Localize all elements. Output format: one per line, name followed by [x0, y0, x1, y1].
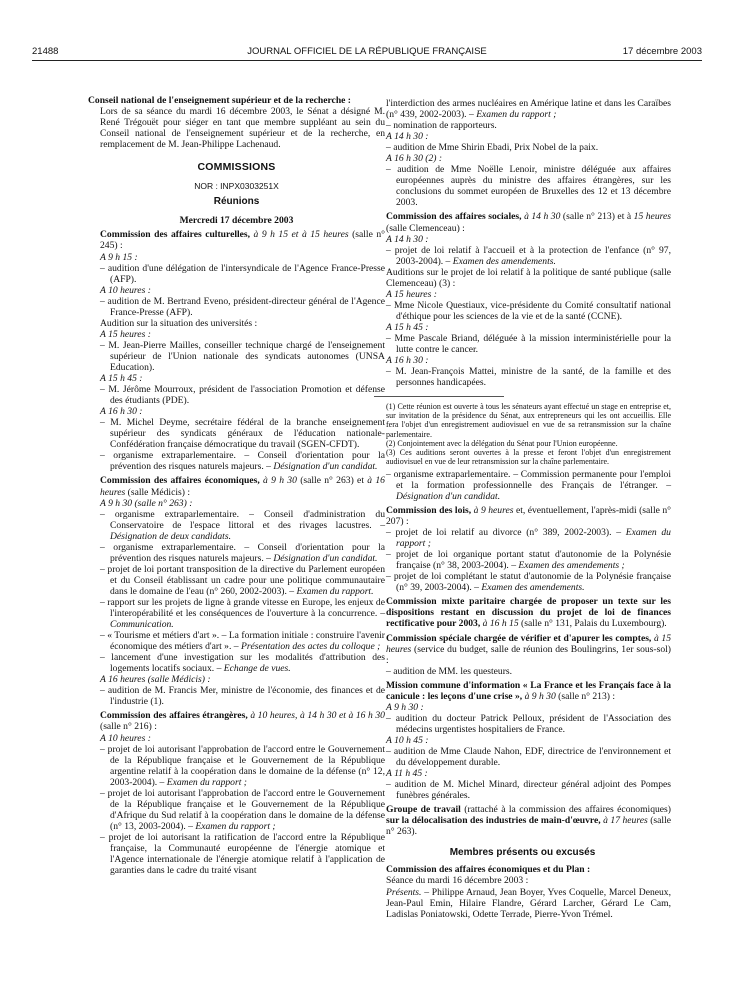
agenda-item: – audition de Mme Claude Nahon, EDF, directrice de l'environnement et du développement durable.	[386, 746, 671, 769]
agenda-item: – projet de loi relatif au divorce (n° 389, 2002-2003). – Examen du rapport ;	[386, 527, 671, 550]
soc-commission: Commission des affaires sociales, à 14 h 30 (salle n° 213) et à 15 heures (salle Clemenceau) :	[386, 211, 671, 234]
agenda-item: – rapport sur les projets de ligne à grande vitesse en Europe, les enjeux de l'interopérabilité et les conséquences de l'ouverture à la concurrence. – Communication.	[100, 596, 385, 631]
agenda-item: – audition du docteur Patrick Pelloux, président de l'Association des médecins urgentistes hospitaliers de France.	[386, 712, 671, 735]
left-column	[88, 95, 385, 876]
agenda-item: – Mme Pascale Briand, déléguée à la mission interministérielle pour la lutte contre le cancer.	[386, 332, 671, 356]
meeting-date: Mercredi 17 décembre 2003	[179, 215, 294, 227]
time-label: A 10 heures :	[100, 284, 151, 296]
time-label: A 15 heures :	[386, 288, 437, 300]
agenda-item: – audition de MM. les questeurs.	[386, 665, 513, 677]
etr-commission: Commission des affaires étrangères, à 10 heures, à 14 h 30 et à 16 h 30 (salle n° 216) :	[100, 710, 385, 733]
time-label: A 15 heures :	[100, 328, 151, 340]
agenda-item: – audition de M. Michel Minard, directeur général adjoint des Pompes funèbres générales.	[386, 779, 671, 802]
agenda-item-continued: l'interdiction des armes nucléaires en Amérique latine et dans les Caraïbes (n° 439, 2002-2003). – Examen du rapport ;	[386, 98, 671, 121]
agenda-item: – M. Michel Deyme, secrétaire fédéral de la branche enseignement supérieur des syndicats généraux de l'éducation nationale-Confédération française démocratique du travail (SGEN-CFDT).	[100, 417, 385, 451]
agenda-item: – lancement d'une investigation sur les modalités d'attribution des logements locatifs sociaux. – Echange de vues.	[100, 652, 385, 675]
agenda-item: – organisme extraparlementaire. – Conseil d'orientation pour la prévention des risques naturels majeurs. – Désignation d'un candidat.	[100, 450, 385, 473]
journal-title: JOURNAL OFFICIEL DE LA RÉPUBLIQUE FRANÇAISE	[247, 46, 487, 57]
time-label: A 10 heures :	[100, 732, 151, 744]
groupe-travail: Groupe de travail (rattaché à la commission des affaires économiques) sur la délocalisation des industries de main-d'œuvre, à 17 heures (salle n° 263).	[386, 804, 671, 838]
agenda-item: – projet de loi autorisant l'approbation de l'accord entre le Gouvernement de la République française et le Gouvernement de la République argentine relatif à la coopération dans le domaine de la défense (n° 12, 2003-2004). – Examen du rapport ;	[100, 743, 385, 788]
time-label: A 14 h 30 :	[386, 233, 429, 245]
agenda-item: – audition de Mme Shirin Ebadi, Prix Nobel de la paix.	[386, 142, 599, 154]
agenda-item: – projet de loi relatif à l'accueil et à la protection de l'enfance (n° 97, 2003-2004). – Examen des amendements.	[386, 244, 671, 267]
time-label: A 16 heures (salle Médicis) :	[100, 674, 211, 686]
membres-heading: Membres présents ou excusés	[449, 847, 596, 859]
csv-commission: Commission spéciale chargée de vérifier et d'apurer les comptes, à 15 heures (service du budget, salle de réunion des Boulingrins, 1er sous-sol) :	[386, 632, 672, 666]
agenda-item: – projet de loi complétant le statut d'autonomie de la Polynésie française (n° 39, 2003-2004). – Examen des amendements.	[386, 571, 671, 594]
agenda-item: – M. Jean-François Mattei, ministre de la santé, de la famille et des personnes handicapées.	[386, 366, 671, 389]
time-label: A 16 h 30 (2) :	[386, 153, 443, 165]
time-label: A 14 h 30 :	[386, 131, 429, 143]
agenda-item: – organisme extraparlementaire. – Conseil d'administration du Conservatoire de l'espace littoral et des rivages lacustres. – Désignation de deux candidats.	[100, 508, 385, 542]
agenda-item: – M. Jean-Pierre Mailles, conseiller technique chargé de l'enseignement supérieur de l'Union nationale des syndicats autonomes (UNSA Education).	[100, 339, 385, 373]
time-label: A 15 h 45 :	[100, 373, 143, 385]
cnesr-title: Conseil national de l'enseignement supérieur et de la recherche :	[88, 95, 352, 106]
footnote: (1) Cette réunion est ouverte à tous les sénateurs ayant effectué un stage en entreprise et, sur invitation de la présidence du Sénat, aux entrepreneurs qui les ont accueillis. Elle fera l'objet d'un enregistrement audiovisuel en vue de sa retransmission sur la chaîne parlementaire.	[386, 402, 671, 439]
commissions-heading: COMMISSIONS	[197, 161, 276, 174]
agenda-item: – audition de M. Bertrand Eveno, président-directeur général de l'Agence France-Presse (AFP).	[100, 295, 385, 318]
time-label: A 16 h 30 :	[386, 355, 429, 367]
time-label: A 10 h 45 :	[386, 734, 429, 746]
mission-commune: Mission commune d'information « La France et les Français face à la canicule : les leçons d'une crise », à 9 h 30 (salle n° 213) :	[386, 679, 671, 702]
seance-date: Séance du mardi 16 décembre 2003 :	[386, 875, 529, 887]
agenda-item: – audition d'une délégation de l'intersyndicale de l'Agence France-Presse (AFP).	[100, 262, 385, 285]
footnote: (3) Ces auditions seront ouvertes à la presse et feront l'objet d'un enregistrement audiovisuel en vue de leur retransmission sur la chaîne parlementaire.	[386, 447, 671, 466]
header-rule	[32, 60, 702, 61]
agenda-item: – organisme extraparlementaire. – Conseil d'orientation pour la prévention des risques naturels majeurs. – Désignation d'un candidat.	[100, 541, 385, 564]
eco-commission: Commission des affaires économiques, à 9 h 30 (salle n° 263) et à 16 heures (salle Médicis) :	[100, 475, 385, 498]
time-label: A 9 h 30 :	[386, 701, 424, 713]
nor-reference: NOR : INPX0303251X	[194, 181, 279, 192]
agenda-item: – nomination de rapporteurs.	[386, 120, 497, 132]
presents-list: Présents. – Philippe Arnaud, Jean Boyer, Yves Coquelle, Marcel Deneux, Jean-Paul Emin, Hilaire Flandre, Gérard Larcher, Gérard Le Cam, Ladislas Poniatowski, Odette Terrade, Pierre-Yvon Trémel.	[386, 886, 671, 920]
audition-note: Audition sur la situation des universités :	[100, 317, 258, 329]
reunions-heading: Réunions	[213, 196, 260, 208]
footnote-separator	[374, 396, 504, 397]
cult-commission: Commission des affaires culturelles, à 9 h 15 et à 15 heures (salle n° 245) :	[100, 229, 385, 252]
agenda-item: – Mme Nicole Questiaux, vice-présidente du Comité consultatif national d'éthique pour les sciences de la vie et de la santé (CCNE).	[386, 299, 671, 322]
cnesr-text: Lors de sa séance du mardi 16 décembre 2003, le Sénat a désigné M. René Trégouët pour siéger en tant que membre suppléant au sein du Conseil national de l'enseignement supérieur et de la recherche, en remplacement de M. Jean-Philippe Lachenaud.	[100, 106, 385, 151]
agenda-item: – projet de loi portant transposition de la directive du Parlement européen et du Conseil établissant un cadre pour une politique communautaire dans le domaine de l'eau (n° 260, 2002-2003). – Examen du rapport.	[100, 563, 385, 597]
agenda-item: – M. Jérôme Mourroux, président de l'association Promotion et défense des étudiants (PDE).	[100, 384, 385, 407]
agenda-item: – projet de loi organique portant statut d'autonomie de la Polynésie française (n° 38, 2003-2004). – Examen des amendements ;	[386, 549, 671, 572]
time-label: A 9 h 30 (salle n° 263) :	[100, 497, 193, 509]
agenda-item: – audition de M. Francis Mer, ministre de l'économie, des finances et de l'industrie (1).	[100, 685, 385, 708]
audition-note: Auditions sur le projet de loi relatif à la politique de santé publique (salle Clemenceau) (3) :	[386, 266, 671, 289]
cmp-commission: Commission mixte paritaire chargée de proposer un texte sur les dispositions restant en discussion du projet de loi de finances rectificative pour 2003, à 16 h 15 (salle n° 131, Palais du Luxembourg).	[386, 596, 671, 630]
time-label: A 15 h 45 :	[386, 321, 429, 333]
right-column	[374, 98, 671, 920]
header-date: 17 décembre 2003	[622, 46, 702, 57]
time-label: A 16 h 30 :	[100, 406, 143, 418]
time-label: A 11 h 45 :	[386, 768, 428, 780]
page-header	[32, 46, 702, 60]
footnote: (2) Conjointement avec la délégation du Sénat pour l'Union européenne.	[386, 438, 618, 448]
time-label: A 9 h 15 :	[100, 251, 138, 263]
agenda-item: – organisme extraparlementaire. – Commission permanente pour l'emploi et la formation professionnelle des Français de l'étranger. – Désignation d'un candidat.	[386, 468, 671, 502]
agenda-item: – projet de loi autorisant la ratification de l'accord entre la République française, la Communauté européenne de l'énergie atomique et l'Agence internationale de l'énergie atomique relatif à l'application de garanties dans le cadre du traité visant	[100, 831, 385, 877]
eco-plan-title: Commission des affaires économiques et du Plan :	[386, 864, 591, 876]
agenda-item: – projet de loi autorisant l'approbation de l'accord entre le Gouvernement de la République française et le Gouvernement de la République d'Afrique du Sud relatif à la coopération dans le domaine de la défense (n° 13, 2003-2004). – Examen du rapport ;	[100, 787, 385, 832]
agenda-item: – « Tourisme et métiers d'art ». – La formation initiale : construire l'avenir économique des métiers d'art ». – Présentation des actes du colloque ;	[100, 630, 385, 653]
page-number: 21488	[32, 46, 59, 57]
agenda-item: – audition de Mme Noëlle Lenoir, ministre déléguée aux affaires européennes auprès du ministre des affaires étrangères, sur les conclusions du sommet européen de Bruxelles des 12 et 13 décembre 2003.	[386, 164, 671, 209]
lois-commission: Commission des lois, à 9 heures et, éventuellement, l'après-midi (salle n° 207) :	[386, 505, 671, 528]
